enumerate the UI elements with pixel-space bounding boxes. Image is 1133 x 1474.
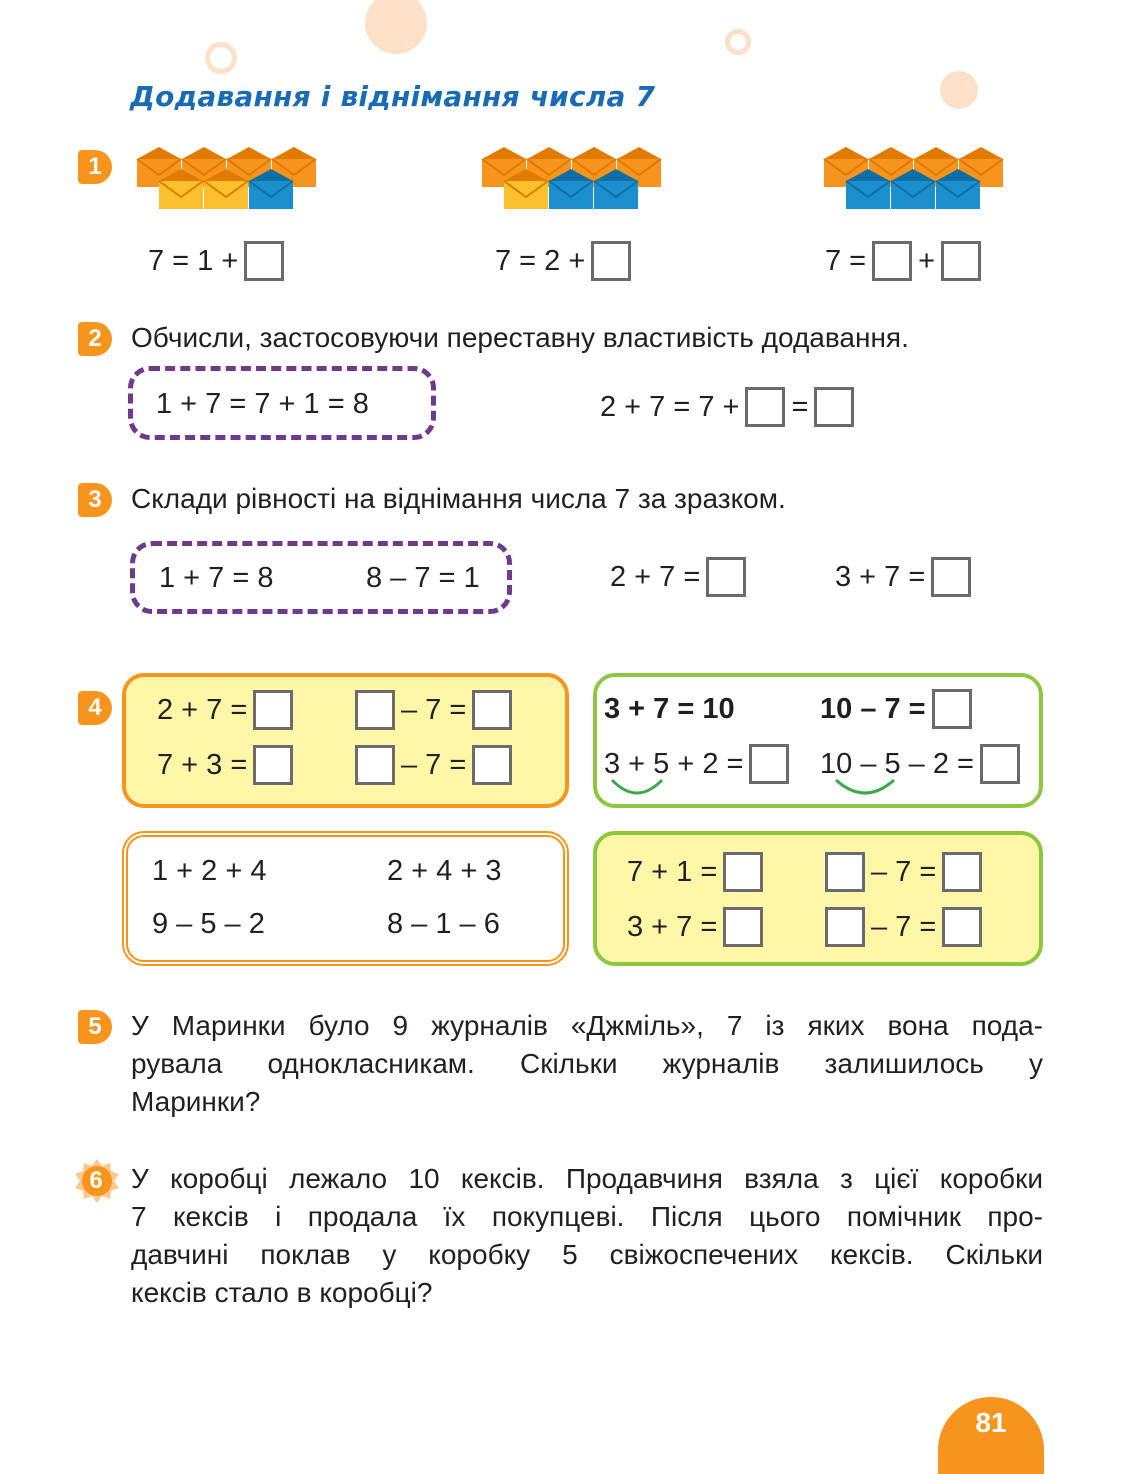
task-number: 6 (89, 1167, 103, 1194)
equation-text: 10 – 5 – 2 = (820, 747, 974, 780)
equation-text: 7 + 1 = (627, 855, 718, 888)
answer-box[interactable] (941, 241, 981, 281)
grouping-arc (832, 776, 898, 798)
equation (355, 687, 512, 733)
equation (157, 687, 293, 733)
answer-box[interactable] (253, 745, 293, 785)
answer-box[interactable] (745, 387, 785, 427)
answer-box[interactable] (942, 852, 982, 892)
task-number: 5 (78, 1010, 112, 1044)
problem-line: У коробці лежало 10 кексів. Продавчиня взяла з цієї коробки (131, 1163, 1043, 1194)
equation-text: – 7 = (871, 855, 937, 888)
answer-box[interactable] (591, 241, 631, 281)
decor-circle (365, 0, 427, 54)
equation-text: 3 + 7 = (627, 910, 718, 943)
equals-sign: = (791, 390, 809, 423)
answer-box[interactable] (253, 690, 293, 730)
problem-line: 7 кексів і продала їх покупцеві. Після цього помічник про- (131, 1201, 1043, 1232)
task-text: Склади рівності на віднімання числа 7 за зразком. (131, 483, 786, 514)
task-text: Обчисли, застосовуючи переставну властивість додавання. (131, 322, 909, 353)
equation-text: – 7 = (401, 693, 467, 726)
answer-box[interactable] (814, 387, 854, 427)
equation-text: – 7 = (871, 910, 937, 943)
grouping-arc (608, 776, 666, 798)
equation (820, 686, 972, 732)
answer-box[interactable] (355, 690, 395, 730)
page-number: 81 (938, 1397, 1044, 1474)
equation (825, 849, 982, 895)
expression: 1 + 2 + 4 (152, 854, 267, 887)
task-number: 3 (78, 483, 112, 517)
word-problem (131, 1160, 1043, 1312)
example-equation: 8 – 7 = 1 (366, 561, 480, 594)
equation (495, 238, 631, 284)
equation-text: 3 + 5 + 2 = (604, 747, 744, 780)
problem-line: рувала однокласникам. Скільки журналів залишилось у (131, 1048, 1043, 1079)
equation (835, 554, 971, 600)
example-equation: 1 + 7 = 8 (159, 561, 274, 594)
plus-sign: + (918, 244, 936, 277)
problem-line: кексів стало в коробці? (131, 1277, 433, 1308)
equation-text: 7 = 1 + (148, 244, 239, 277)
answer-box[interactable] (825, 907, 865, 947)
answer-box[interactable] (355, 745, 395, 785)
answer-box[interactable] (244, 241, 284, 281)
equation (157, 742, 293, 788)
answer-box[interactable] (706, 557, 746, 597)
equation-text: – 7 = (401, 748, 467, 781)
equation-text: 7 + 3 = (157, 748, 248, 781)
answer-box[interactable] (825, 852, 865, 892)
expression: 2 + 4 + 3 (387, 854, 502, 887)
task-number: 2 (78, 322, 112, 356)
page-title: Додавання і віднімання числа 7 (130, 80, 656, 113)
equation (600, 384, 854, 430)
equation (627, 849, 763, 895)
example-equation: 1 + 7 = 7 + 1 = 8 (156, 387, 369, 420)
equation (148, 238, 284, 284)
answer-box[interactable] (980, 744, 1020, 784)
equation-text: 2 + 7 = (157, 693, 248, 726)
decor-circle (940, 71, 978, 109)
problem-line: У Маринки було 9 журналів «Джміль», 7 із яких вона пода- (131, 1010, 1043, 1041)
equation-text: 7 = 2 + (495, 244, 586, 277)
answer-box[interactable] (723, 852, 763, 892)
equation (825, 904, 982, 950)
equation-text: 10 – 7 = (820, 692, 926, 725)
answer-box[interactable] (932, 689, 972, 729)
answer-box[interactable] (872, 241, 912, 281)
equation (610, 554, 746, 600)
equation (825, 238, 981, 284)
envelope-group (822, 145, 1007, 213)
envelope-group (480, 145, 665, 213)
answer-box[interactable] (749, 744, 789, 784)
equation (627, 904, 763, 950)
expression: 9 – 5 – 2 (152, 907, 265, 940)
equation-bold: 3 + 7 = 10 (604, 692, 735, 725)
equation (355, 742, 512, 788)
word-problem (131, 1007, 1043, 1121)
equation-text: 2 + 7 = (610, 560, 701, 593)
equation-text: 7 = (825, 244, 867, 277)
answer-box[interactable] (931, 557, 971, 597)
decor-ring (725, 29, 751, 55)
answer-box[interactable] (472, 745, 512, 785)
problem-line: Маринки? (131, 1086, 261, 1117)
answer-box[interactable] (472, 690, 512, 730)
equation-text: 2 + 7 = 7 + (600, 390, 740, 423)
task-number: 4 (78, 691, 112, 725)
expression: 8 – 1 – 6 (387, 907, 500, 940)
problem-line: давчині поклав у коробку 5 свіжоспечених кексів. Скільки (131, 1239, 1043, 1270)
envelope-group (135, 145, 320, 213)
decor-ring (205, 42, 237, 74)
answer-box[interactable] (723, 907, 763, 947)
equation-text: 3 + 7 = (835, 560, 926, 593)
task-number: 1 (78, 150, 112, 184)
answer-box[interactable] (942, 907, 982, 947)
